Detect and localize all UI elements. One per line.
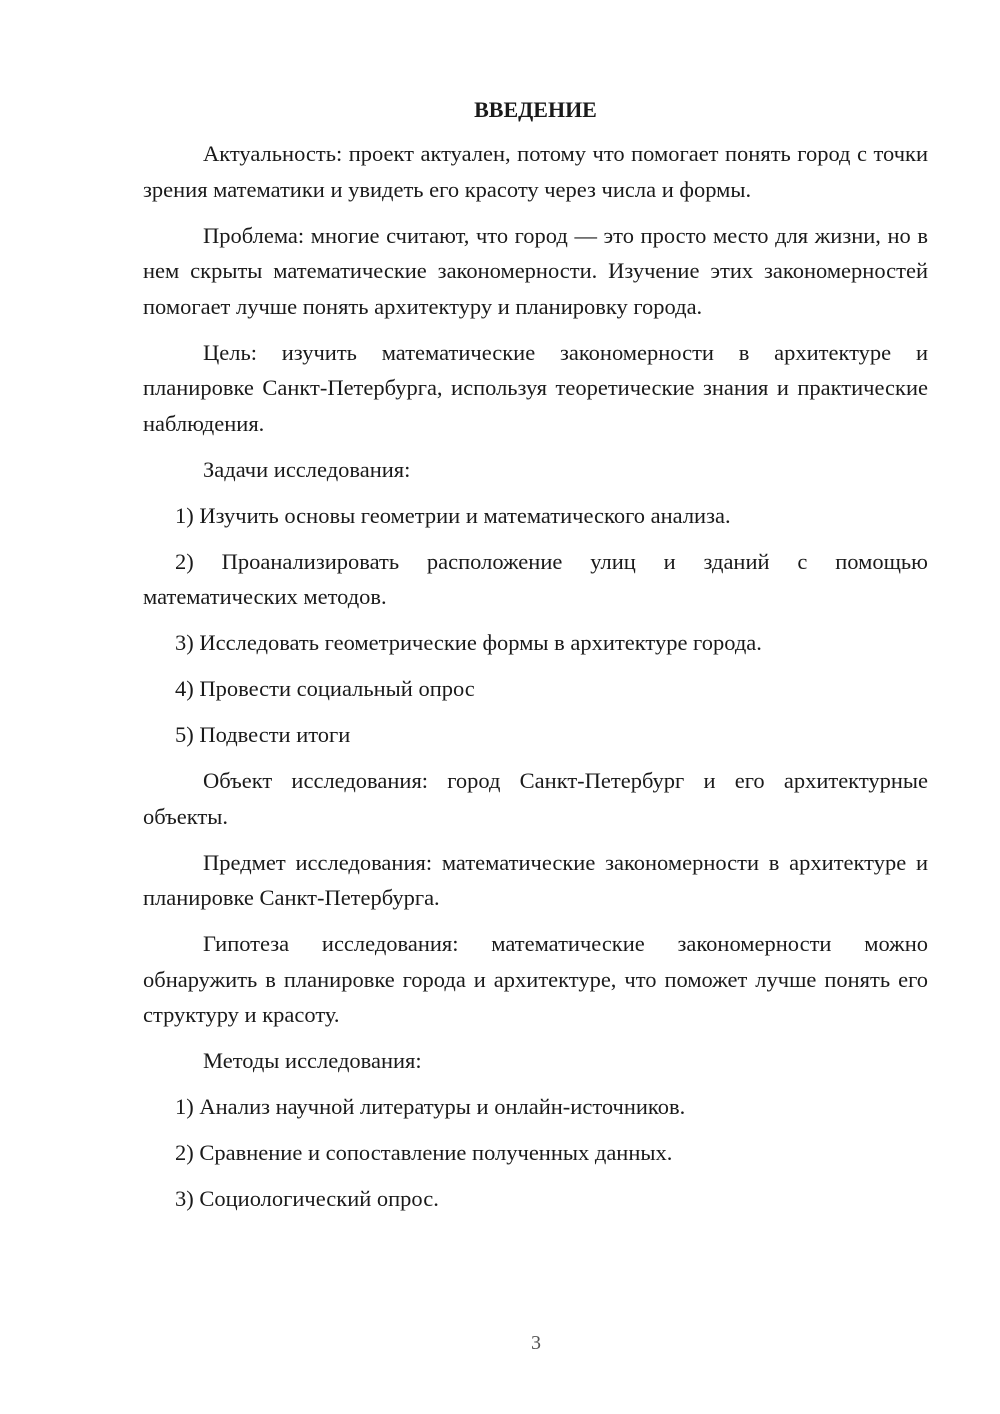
task-item-1: 1) Изучить основы геометрии и математического анализа. [175, 502, 731, 528]
section-title: ВВЕДЕНИЕ [474, 97, 597, 122]
task-item-3: 3) Исследовать геометрические формы в архитектуре города. [175, 630, 762, 655]
methods-heading: Методы исследования: [203, 1048, 422, 1073]
relevance-paragraph: Актуальность: проект актуален, потому что помогает понять город с точки зрения математики и увидеть его красоту через числа и формы. [143, 141, 928, 202]
task-item-4: 4) Провести социальный опрос [175, 676, 475, 701]
task-item-5: 5) Подвести итоги [175, 722, 351, 747]
problem-paragraph: Проблема: многие считают, что город — это просто место для жизни, но в нем скрыты математические закономерности. Изучение этих закономерностей помогает лучше понять архитектуру и планировку города. [143, 222, 928, 319]
object-paragraph: Объект исследования: город Санкт-Петербург и его архитектурные объекты. [143, 768, 928, 829]
method-item-2: 2) Сравнение и сопоставление полученных данных. [175, 1140, 673, 1165]
goal-paragraph: Цель: изучить математические закономерности в архитектуре и планировке Санкт-Петербурга, используя теоретические знания и практические наблюдения. [143, 339, 928, 436]
tasks-heading: Задачи исследования: [203, 456, 411, 482]
task-item-2: 2) Проанализировать расположение улиц и зданий с помощью математических методов. [143, 548, 928, 609]
page-content [143, 92, 928, 1227]
method-item-3: 3) Социологический опрос. [175, 1186, 439, 1211]
method-item-1: 1) Анализ научной литературы и онлайн-источников. [175, 1094, 686, 1119]
hypothesis-paragraph: Гипотеза исследования: математические закономерности можно обнаружить в планировке города и архитектуре, что поможет лучше понять его структуру и красоту. [143, 931, 928, 1027]
subject-paragraph: Предмет исследования: математические закономерности в архитектуре и планировке Санкт-Петербурга. [143, 849, 928, 910]
page-number: 3 [531, 1332, 541, 1354]
